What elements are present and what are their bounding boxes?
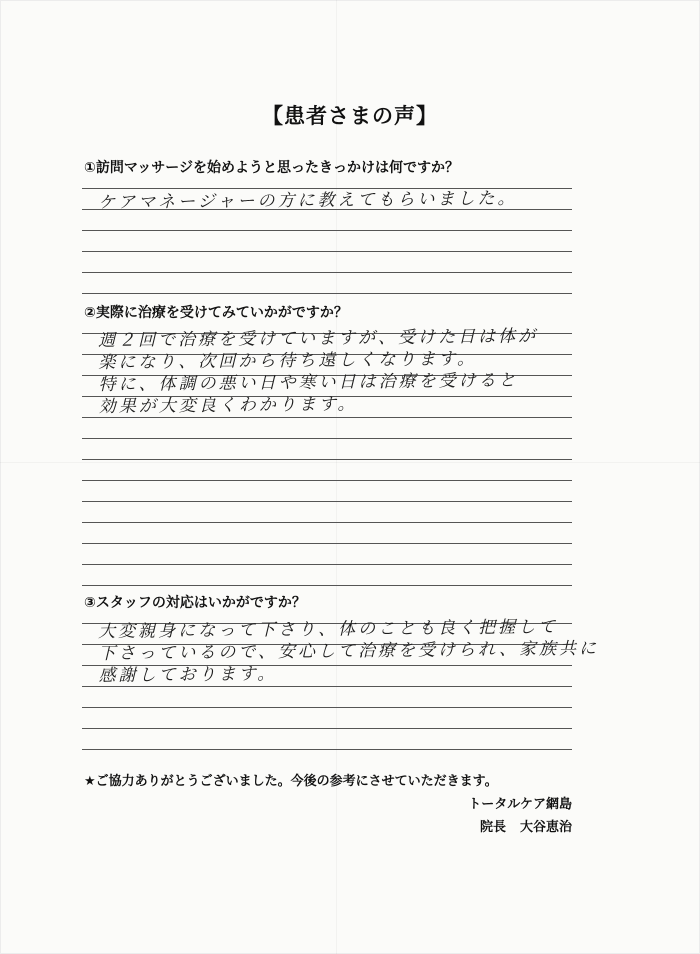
ruled-line bbox=[82, 293, 572, 294]
thank-you-note: ★ご協力ありがとうございました。今後の参考にさせていただきます。 bbox=[84, 774, 498, 789]
paper-fold-vertical bbox=[336, 0, 337, 954]
page-title: 【患者さまの声】 bbox=[262, 104, 438, 128]
ruled-line bbox=[82, 543, 572, 544]
answer-2-line-3: 特に、体調の悪い日や寒い日は治療を受けると bbox=[98, 370, 519, 395]
ruled-line bbox=[82, 749, 572, 750]
question-2: ②実際に治療を受けてみていかがですか？ bbox=[84, 305, 348, 321]
director-signature bbox=[480, 816, 572, 835]
ruled-line bbox=[82, 480, 572, 481]
paper-fold-horizontal bbox=[0, 462, 700, 463]
answer-2 bbox=[98, 325, 579, 418]
ruled-line bbox=[82, 585, 572, 586]
ruled-line bbox=[82, 230, 572, 231]
ruled-line bbox=[82, 438, 572, 439]
ruled-line bbox=[82, 728, 572, 729]
question-1: ①訪問マッサージを始めようと思ったきっかけは何ですか？ bbox=[84, 160, 460, 176]
clinic-name: トータルケア網島 bbox=[468, 797, 572, 812]
ruled-line bbox=[82, 564, 572, 565]
director-title: 院長 bbox=[479, 820, 506, 835]
ruled-line bbox=[82, 459, 572, 460]
answer-3-line-1: 大変親身になって下さり、体のことも良く把握して bbox=[98, 617, 559, 642]
ruled-line bbox=[82, 272, 572, 273]
answer-2-line-2: 楽になり、次回から待ち遠しくなります。 bbox=[98, 349, 478, 373]
answer-2-line-4: 効果が大変良くわかります。 bbox=[98, 394, 358, 417]
director-name: 大谷恵治 bbox=[519, 820, 572, 835]
answer-1 bbox=[98, 185, 578, 216]
ruled-line bbox=[82, 251, 572, 252]
answer-1-line-1: ケアマネージャーの方に教えてもらいました。 bbox=[98, 188, 518, 213]
answer-3-line-3: 感謝しております。 bbox=[98, 664, 278, 686]
answer-2-line-1: 週２回で治療を受けていますが、受けた日は体が bbox=[98, 326, 539, 351]
question-3: ③スタッフの対応はいかがですか？ bbox=[84, 595, 306, 611]
answer-3-line-2: 下さっているので、安心して治療を受けられ、家族共に bbox=[98, 638, 600, 664]
ruled-line bbox=[82, 522, 572, 523]
ruled-line bbox=[82, 501, 572, 502]
ruled-line bbox=[82, 707, 572, 708]
answer-3 bbox=[98, 616, 600, 687]
